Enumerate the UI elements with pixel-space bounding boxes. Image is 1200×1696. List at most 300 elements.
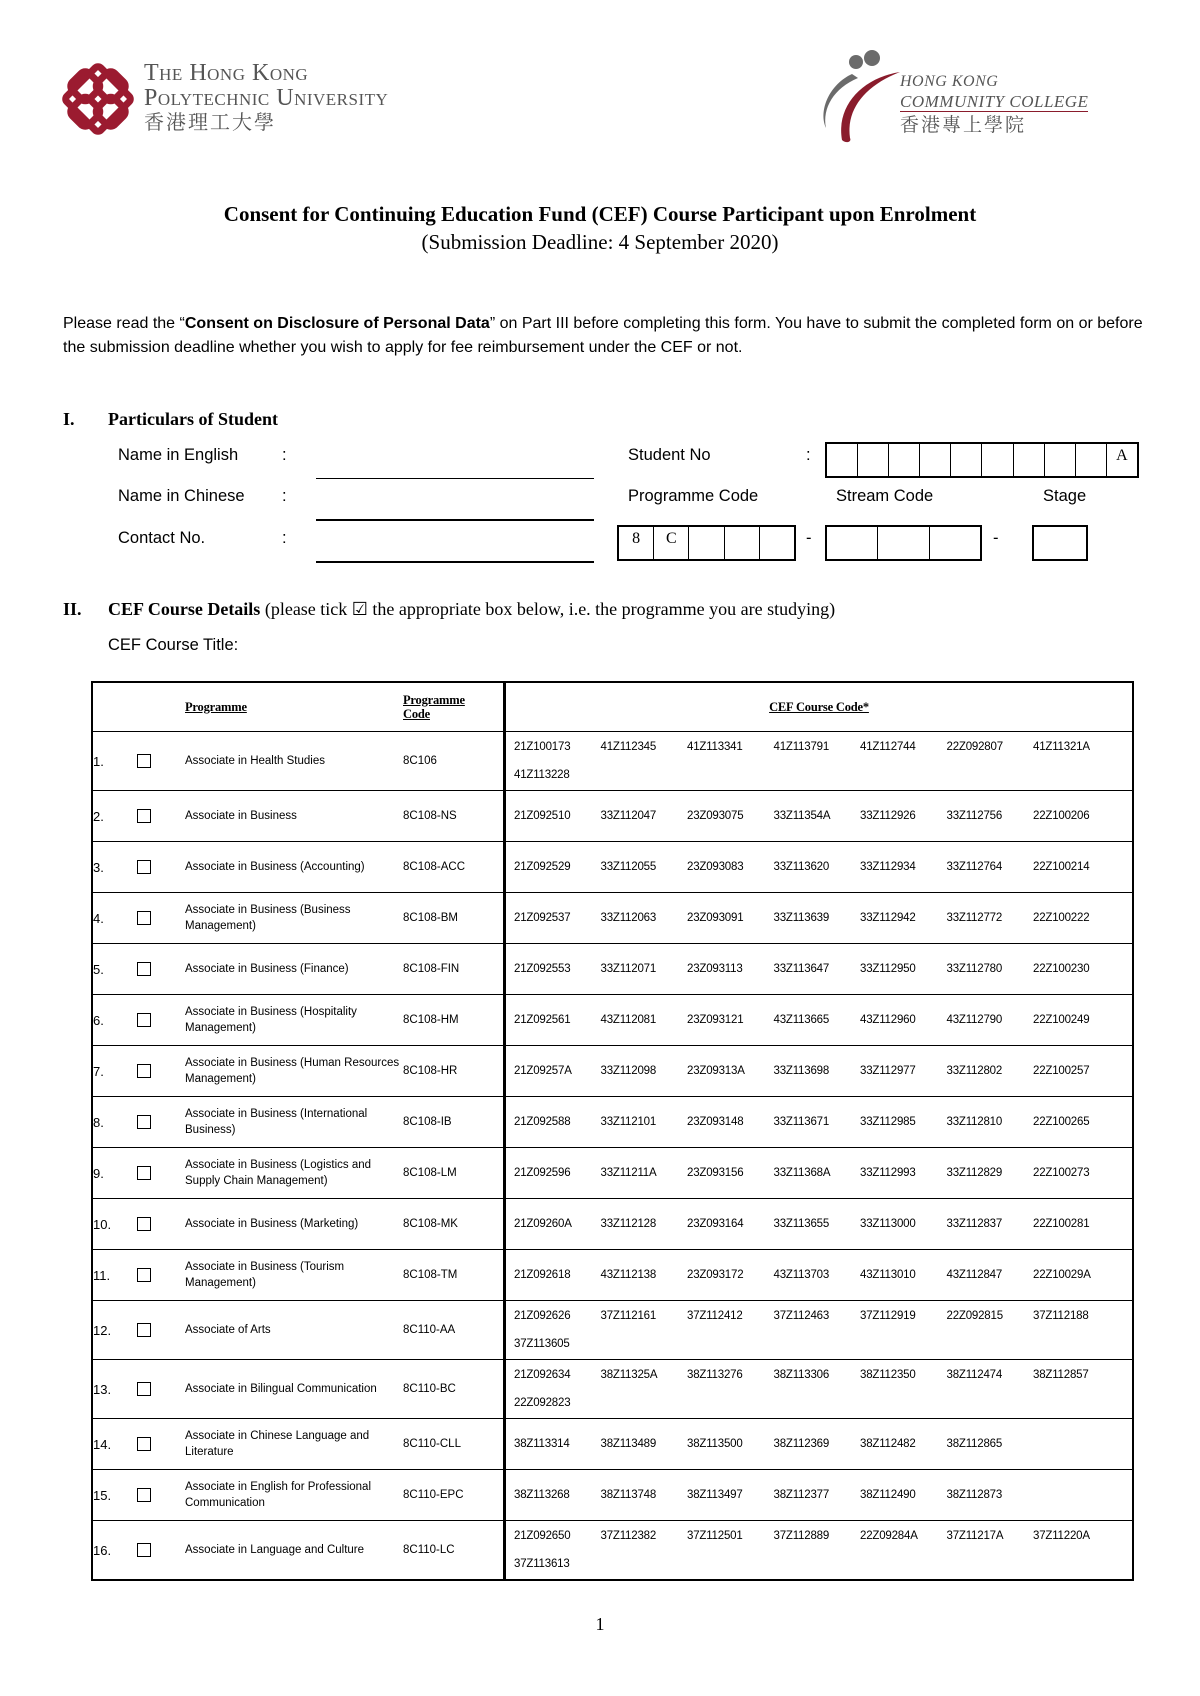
- cef-course-code: 22Z100214: [1033, 861, 1090, 873]
- name-chinese-field[interactable]: [316, 503, 594, 521]
- row-number: 10.: [92, 1199, 127, 1250]
- student-no-box: A: [1116, 447, 1128, 464]
- row-checkbox-cell[interactable]: [127, 1148, 177, 1199]
- section1-number: I.: [63, 409, 75, 429]
- cef-code-line: [514, 802, 1132, 830]
- cef-code-line: [514, 1522, 1132, 1550]
- cef-course-code: 43Z112790: [946, 1014, 1003, 1026]
- cef-course-code: 22Z092807: [946, 741, 1003, 753]
- section1-title: Particulars of Student: [108, 409, 278, 429]
- table-row: [92, 1046, 1133, 1097]
- cef-course-code: 37Z112463: [773, 1310, 830, 1322]
- row-programme-code: 8C108-TM: [403, 1250, 505, 1301]
- cef-course-code: 33Z112780: [946, 963, 1003, 975]
- row-number: 3.: [92, 842, 127, 893]
- row-checkbox-cell[interactable]: [127, 1097, 177, 1148]
- cef-course-code: 33Z112756: [946, 810, 1003, 822]
- programme-code-box[interactable]: [760, 527, 794, 559]
- cef-course-code: 33Z112098: [600, 1065, 657, 1077]
- cef-course-code: 22Z100265: [1033, 1116, 1090, 1128]
- row-cef-codes: [505, 1470, 1134, 1521]
- cef-course-code: 21Z092510: [514, 810, 571, 822]
- cef-course-code: 21Z092537: [514, 912, 571, 924]
- cef-code-line: [514, 1430, 1132, 1458]
- row-checkbox-cell[interactable]: [127, 995, 177, 1046]
- cef-course-code: 33Z113639: [773, 912, 830, 924]
- cef-course-code: 43Z112960: [860, 1014, 916, 1026]
- cef-course-code: 38Z112369: [773, 1438, 830, 1450]
- cef-course-code: 41Z113341: [687, 741, 743, 753]
- cef-course-code: 33Z113698: [773, 1065, 830, 1077]
- cef-course-code: 38Z113497: [687, 1489, 743, 1501]
- cef-course-code: 21Z092529: [514, 861, 571, 873]
- polyu-name-line1: The Hong Kong: [144, 60, 309, 86]
- row-checkbox-cell[interactable]: [127, 1199, 177, 1250]
- row-cef-codes: [505, 791, 1134, 842]
- cef-course-code: 37Z11220A: [1033, 1530, 1090, 1542]
- cef-course-code: 21Z092596: [514, 1167, 571, 1179]
- cef-code-line: [514, 1108, 1132, 1136]
- cef-course-code: 43Z113665: [773, 1014, 830, 1026]
- name-english-field[interactable]: [316, 462, 594, 479]
- row-cef-codes: [505, 995, 1134, 1046]
- cef-course-code: 21Z092561: [514, 1014, 571, 1026]
- cef-course-code: 41Z112744: [860, 741, 916, 753]
- row-cef-codes: [505, 1250, 1134, 1301]
- cef-course-code: 38Z113314: [514, 1438, 570, 1450]
- name-english-label: Name in English: [118, 446, 239, 464]
- cef-course-code: 38Z112474: [946, 1369, 1003, 1381]
- cef-course-code: 22Z100222: [1033, 912, 1090, 924]
- row-cef-codes: [505, 842, 1134, 893]
- student-no-box[interactable]: [1014, 444, 1045, 476]
- table-row: [92, 1301, 1133, 1360]
- intro-bold-consent: Consent on Disclosure of Personal Data: [184, 315, 490, 332]
- intro-post: ” on Part III before completing this form. You have to submit the completed form on or before the submission deadline whether you wish to apply for fee reimbursement under the CEF or not.: [63, 315, 1143, 356]
- cef-course-code: 22Z092815: [946, 1310, 1003, 1322]
- row-number: 15.: [92, 1470, 127, 1521]
- programme-code-box: 8: [619, 527, 654, 559]
- cef-course-code: 33Z112942: [860, 912, 916, 924]
- cef-course-code: 33Z112802: [946, 1065, 1003, 1077]
- hkcc-name: [900, 74, 1088, 135]
- checkbox-icon[interactable]: [137, 1217, 151, 1231]
- cef-course-code: 22Z100206: [1033, 810, 1090, 822]
- hkcc-figures-emblem-icon: [812, 48, 912, 148]
- colon: :: [282, 446, 287, 464]
- cef-course-code: 43Z112081: [600, 1014, 657, 1026]
- name-chinese-label: Name in Chinese: [118, 487, 245, 505]
- cef-course-code: 22Z100273: [1033, 1167, 1090, 1179]
- cef-course-code: 33Z112810: [946, 1116, 1003, 1128]
- checkbox-icon[interactable]: [137, 1323, 151, 1337]
- page-number: 1: [595, 1614, 605, 1634]
- table-row: [92, 893, 1133, 944]
- row-programme-code: 8C110-AA: [403, 1301, 505, 1360]
- cef-course-code: 38Z113748: [600, 1489, 657, 1501]
- cef-course-code: 21Z092553: [514, 963, 571, 975]
- cef-course-code: 33Z112837: [946, 1218, 1003, 1230]
- checkbox-icon[interactable]: [137, 1382, 151, 1396]
- cef-course-code: 33Z112047: [600, 810, 657, 822]
- row-programme: Associate in English for Professional Communication: [177, 1470, 403, 1521]
- table-row: [92, 1419, 1133, 1470]
- row-programme: Associate in Business (Accounting): [177, 842, 403, 893]
- row-programme: Associate in Business (International Business): [177, 1097, 403, 1148]
- row-number: 8.: [92, 1097, 127, 1148]
- row-checkbox-cell[interactable]: [127, 1470, 177, 1521]
- student-no-box[interactable]: [920, 444, 951, 476]
- row-cef-codes: [505, 893, 1134, 944]
- cef-course-code: 21Z092618: [514, 1269, 571, 1281]
- cef-course-code: 33Z112985: [860, 1116, 916, 1128]
- cef-course-code: 37Z113613: [514, 1558, 570, 1570]
- student-no-label: Student No: [628, 446, 711, 464]
- row-programme-code: 8C108-FIN: [403, 944, 505, 995]
- cef-course-code: 37Z112161: [600, 1310, 657, 1322]
- row-checkbox-cell[interactable]: [127, 842, 177, 893]
- cef-course-code: 33Z112101: [600, 1116, 657, 1128]
- intro-paragraph: [63, 312, 1153, 360]
- row-number: 12.: [92, 1301, 127, 1360]
- cef-course-code: 33Z112993: [860, 1167, 916, 1179]
- row-programme: Associate in Business (Logistics and Supply Chain Management): [177, 1148, 403, 1199]
- cef-course-code: 38Z112350: [860, 1369, 916, 1381]
- checkbox-icon[interactable]: [137, 809, 151, 823]
- table-row: [92, 1097, 1133, 1148]
- colon: :: [282, 487, 287, 505]
- dash-separator: -: [806, 529, 812, 547]
- cef-course-code: 33Z113655: [773, 1218, 830, 1230]
- hkcc-logo: [812, 48, 1112, 148]
- cef-code-line: [514, 1330, 1132, 1358]
- cef-course-title-label: CEF Course Title:: [108, 636, 239, 654]
- cef-course-code: 23Z093091: [687, 912, 744, 924]
- checkbox-icon[interactable]: [137, 962, 151, 976]
- stream-code-box[interactable]: [827, 527, 878, 559]
- cef-course-code: 37Z112501: [687, 1530, 743, 1542]
- cef-course-code: 21Z092634: [514, 1369, 571, 1381]
- submission-deadline: (Submission Deadline: 4 September 2020): [421, 230, 779, 254]
- stage-box[interactable]: [1032, 525, 1088, 561]
- contact-label: Contact No.: [118, 529, 206, 547]
- cef-course-code: 23Z093172: [687, 1269, 744, 1281]
- row-cef-codes: [505, 1419, 1134, 1470]
- row-cef-codes: [505, 732, 1134, 791]
- cef-course-code: 38Z113268: [514, 1489, 570, 1501]
- cef-course-code: 33Z112926: [860, 810, 916, 822]
- cef-course-code: 41Z11321A: [1033, 741, 1090, 753]
- cef-course-code: 33Z113000: [860, 1218, 916, 1230]
- cef-course-code: 41Z112345: [600, 741, 657, 753]
- table-row: [92, 995, 1133, 1046]
- checkbox-icon[interactable]: [137, 911, 151, 925]
- row-number: 9.: [92, 1148, 127, 1199]
- row-number: 4.: [92, 893, 127, 944]
- table-row: [92, 1250, 1133, 1301]
- cef-course-code: 38Z112482: [860, 1438, 916, 1450]
- stream-code-boxes[interactable]: [825, 525, 982, 561]
- stage-box-cell[interactable]: [1034, 527, 1086, 559]
- table-row: [92, 944, 1133, 995]
- row-checkbox-cell[interactable]: [127, 1521, 177, 1581]
- cef-code-line: [514, 761, 1132, 789]
- cef-course-code: 33Z112055: [600, 861, 657, 873]
- cef-course-code: 21Z092588: [514, 1116, 571, 1128]
- row-checkbox-cell[interactable]: [127, 732, 177, 791]
- programme-code-label: Programme Code: [628, 487, 759, 505]
- stage-label: Stage: [1043, 487, 1087, 505]
- cef-code-line: [514, 1361, 1132, 1389]
- cef-course-code: 21Z092626: [514, 1310, 571, 1322]
- header-cef-course-code: CEF Course Code*: [505, 682, 1134, 732]
- document-title: Consent for Continuing Education Fund (CEF) Course Participant upon Enrolment: [223, 202, 977, 226]
- row-programme-code: 8C108-HR: [403, 1046, 505, 1097]
- cef-course-code: 37Z112188: [1033, 1310, 1089, 1322]
- section2-heading: [108, 599, 835, 620]
- row-number: 5.: [92, 944, 127, 995]
- table-row: [92, 1521, 1133, 1581]
- student-no-box[interactable]: [889, 444, 920, 476]
- cef-course-code: 22Z09284A: [860, 1530, 918, 1542]
- checkbox-icon[interactable]: [137, 860, 151, 874]
- row-number: 2.: [92, 791, 127, 842]
- cef-course-code: 38Z112865: [946, 1438, 1003, 1450]
- hkcc-name-line2: COMMUNITY COLLEGE: [900, 92, 1089, 111]
- row-number: 16.: [92, 1521, 127, 1581]
- row-checkbox-cell[interactable]: [127, 893, 177, 944]
- cef-course-code: 22Z092823: [514, 1397, 571, 1409]
- cef-course-code: 23Z09313A: [687, 1065, 745, 1077]
- checkbox-icon[interactable]: [137, 1064, 151, 1078]
- row-checkbox-cell[interactable]: [127, 1250, 177, 1301]
- table-row: [92, 1360, 1133, 1419]
- stream-code-box[interactable]: [930, 527, 980, 559]
- cef-course-code: 23Z093113: [687, 963, 743, 975]
- checkbox-icon[interactable]: [137, 1166, 151, 1180]
- cef-course-code: 38Z112857: [1033, 1369, 1089, 1381]
- row-checkbox-cell[interactable]: [127, 1360, 177, 1419]
- cef-course-code: 23Z093121: [687, 1014, 744, 1026]
- row-number: 1.: [92, 732, 127, 791]
- cef-course-code: 23Z093164: [687, 1218, 744, 1230]
- header-checkbox: [127, 682, 177, 732]
- cef-course-code: 22Z10029A: [1033, 1269, 1091, 1281]
- cef-code-line: [514, 904, 1132, 932]
- stream-code-label: Stream Code: [836, 487, 934, 505]
- row-cef-codes: [505, 1301, 1134, 1360]
- student-no-box[interactable]: [1076, 444, 1107, 476]
- cef-code-line: [514, 1210, 1132, 1238]
- programme-code-box: C: [654, 527, 689, 559]
- row-programme-code: 8C108-MK: [403, 1199, 505, 1250]
- programme-code-box[interactable]: [725, 527, 760, 559]
- row-cef-codes: [505, 1199, 1134, 1250]
- row-checkbox-cell[interactable]: [127, 1046, 177, 1097]
- cef-course-code: 33Z112772: [946, 912, 1003, 924]
- cef-course-code: 43Z112847: [946, 1269, 1003, 1281]
- row-programme-code: 8C106: [403, 732, 505, 791]
- cef-course-code: 37Z112382: [600, 1530, 657, 1542]
- row-programme: Associate in Business (Hospitality Management): [177, 995, 403, 1046]
- section2-number: II.: [63, 599, 82, 619]
- row-number: 6.: [92, 995, 127, 1046]
- cef-course-code: 22Z100230: [1033, 963, 1090, 975]
- cef-course-code: 33Z113671: [773, 1116, 830, 1128]
- row-programme: Associate in Business (Tourism Management): [177, 1250, 403, 1301]
- cef-course-code: 38Z113489: [600, 1438, 657, 1450]
- student-no-box[interactable]: [858, 444, 889, 476]
- student-no-box[interactable]: [982, 444, 1013, 476]
- cef-course-code: 37Z113605: [514, 1338, 570, 1350]
- row-programme-code: 8C108-IB: [403, 1097, 505, 1148]
- row-programme: Associate in Business (Marketing): [177, 1199, 403, 1250]
- student-no-box[interactable]: [827, 444, 858, 476]
- cef-course-code: 33Z112063: [600, 912, 657, 924]
- table-row: [92, 791, 1133, 842]
- row-checkbox-cell[interactable]: [127, 944, 177, 995]
- row-programme: Associate in Chinese Language and Literature: [177, 1419, 403, 1470]
- row-cef-codes: [505, 1097, 1134, 1148]
- cef-code-line: [514, 1261, 1132, 1289]
- cef-course-code: 21Z09257A: [514, 1065, 572, 1077]
- row-programme-code: 8C108-HM: [403, 995, 505, 1046]
- checkbox-icon[interactable]: [137, 1437, 151, 1451]
- cef-course-code: 21Z09260A: [514, 1218, 572, 1230]
- cef-course-code: 21Z092650: [514, 1530, 571, 1542]
- cef-course-code: 33Z112934: [860, 861, 916, 873]
- hkcc-name-chinese: 香港專上學院: [900, 115, 1027, 136]
- cef-course-code: 37Z112412: [687, 1310, 743, 1322]
- polyu-name-chinese: 香港理工大學: [144, 112, 276, 134]
- header-programme-code: Programme Code: [403, 682, 505, 732]
- row-cef-codes: [505, 1521, 1134, 1581]
- student-no-box[interactable]: [1045, 444, 1076, 476]
- cef-code-line: [514, 1302, 1132, 1330]
- polyu-logo: [60, 55, 460, 145]
- checkbox-icon[interactable]: [137, 1543, 151, 1557]
- cef-course-code: 33Z112071: [600, 963, 657, 975]
- polyu-name-line2: Polytechnic University: [144, 85, 389, 111]
- programme-code-box[interactable]: [689, 527, 724, 559]
- cef-course-code: 38Z113500: [687, 1438, 743, 1450]
- checkbox-icon[interactable]: [137, 1488, 151, 1502]
- checkbox-icon[interactable]: [137, 1115, 151, 1129]
- student-no-box[interactable]: [951, 444, 982, 476]
- cef-course-code: 23Z093083: [687, 861, 744, 873]
- colon: :: [806, 446, 811, 464]
- row-programme: Associate in Business: [177, 791, 403, 842]
- row-programme: Associate of Arts: [177, 1301, 403, 1360]
- intro-pre: Please read the “: [63, 315, 185, 332]
- row-programme: Associate in Health Studies: [177, 732, 403, 791]
- checkbox-icon[interactable]: [137, 1268, 151, 1282]
- stream-code-box[interactable]: [878, 527, 929, 559]
- cef-course-code: 33Z112950: [860, 963, 916, 975]
- cef-course-code: 33Z11354A: [773, 810, 831, 822]
- row-checkbox-cell[interactable]: [127, 1301, 177, 1360]
- cef-code-line: [514, 733, 1132, 761]
- row-programme: Associate in Business (Business Management): [177, 893, 403, 944]
- cef-course-code: 38Z112490: [860, 1489, 916, 1501]
- table-header-row: [92, 682, 1133, 732]
- row-cef-codes: [505, 1046, 1134, 1097]
- cef-code-line: [514, 1057, 1132, 1085]
- row-checkbox-cell[interactable]: [127, 1419, 177, 1470]
- polyu-name: [144, 61, 388, 133]
- row-cef-codes: [505, 1360, 1134, 1419]
- row-programme: Associate in Business (Human Resources Management): [177, 1046, 403, 1097]
- checkbox-icon[interactable]: [137, 1013, 151, 1027]
- row-programme-code: 8C108-NS: [403, 791, 505, 842]
- table-row: [92, 1470, 1133, 1521]
- cef-course-code: 21Z100173: [514, 741, 571, 753]
- header-programme: Programme: [177, 682, 403, 732]
- cef-course-code: 33Z112764: [946, 861, 1003, 873]
- row-number: 7.: [92, 1046, 127, 1097]
- cef-course-code: 37Z112889: [773, 1530, 830, 1542]
- row-cef-codes: [505, 944, 1134, 995]
- cef-course-code: 23Z093156: [687, 1167, 744, 1179]
- cef-course-code: 41Z113791: [773, 741, 830, 753]
- cef-course-code: 43Z112138: [600, 1269, 657, 1281]
- row-programme: Associate in Business (Finance): [177, 944, 403, 995]
- row-programme: Associate in Bilingual Communication: [177, 1360, 403, 1419]
- cef-course-code: 33Z113647: [773, 963, 830, 975]
- cef-code-line: [514, 1159, 1132, 1187]
- row-programme-code: 8C110-LC: [403, 1521, 505, 1581]
- student-no-boxes[interactable]: [825, 442, 1139, 478]
- header-number: [92, 682, 127, 732]
- row-number: 14.: [92, 1419, 127, 1470]
- hkcc-name-line1: HONG KONG: [900, 73, 999, 90]
- cef-course-code: 33Z113620: [773, 861, 830, 873]
- cef-course-code: 33Z112977: [860, 1065, 916, 1077]
- row-checkbox-cell[interactable]: [127, 791, 177, 842]
- row-programme-code: 8C110-BC: [403, 1360, 505, 1419]
- contact-number-field[interactable]: [316, 545, 594, 563]
- cef-code-line: [514, 853, 1132, 881]
- table-row: [92, 1199, 1133, 1250]
- cef-course-code: 38Z112377: [773, 1489, 830, 1501]
- section2-instruction: (please tick ☑ the appropriate box below, i.e. the programme you are studying): [260, 599, 836, 619]
- cef-code-line: [514, 1389, 1132, 1417]
- row-number: 13.: [92, 1360, 127, 1419]
- cef-code-line: [514, 1550, 1132, 1578]
- row-cef-codes: [505, 1148, 1134, 1199]
- cef-course-code: 33Z112128: [600, 1218, 657, 1230]
- checkbox-icon[interactable]: [137, 754, 151, 768]
- colon: :: [282, 529, 287, 547]
- cef-course-code: 38Z113306: [773, 1369, 830, 1381]
- cef-course-table: [91, 681, 1134, 1581]
- cef-course-code: 22Z100257: [1033, 1065, 1090, 1077]
- row-programme-code: 8C108-LM: [403, 1148, 505, 1199]
- cef-course-code: 23Z093075: [687, 810, 744, 822]
- cef-code-line: [514, 1481, 1132, 1509]
- cef-course-code: 37Z11217A: [946, 1530, 1004, 1542]
- programme-code-boxes[interactable]: [617, 525, 796, 561]
- table-row: [92, 842, 1133, 893]
- cef-course-code: 43Z113703: [773, 1269, 830, 1281]
- cef-course-code: 37Z112919: [860, 1310, 916, 1322]
- cef-course-code: 41Z113228: [514, 769, 570, 781]
- cef-course-code: 38Z11325A: [600, 1369, 658, 1381]
- cef-code-line: [514, 955, 1132, 983]
- dash-separator: -: [993, 529, 999, 547]
- cef-code-line: [514, 1006, 1132, 1034]
- cef-course-code: 23Z093148: [687, 1116, 744, 1128]
